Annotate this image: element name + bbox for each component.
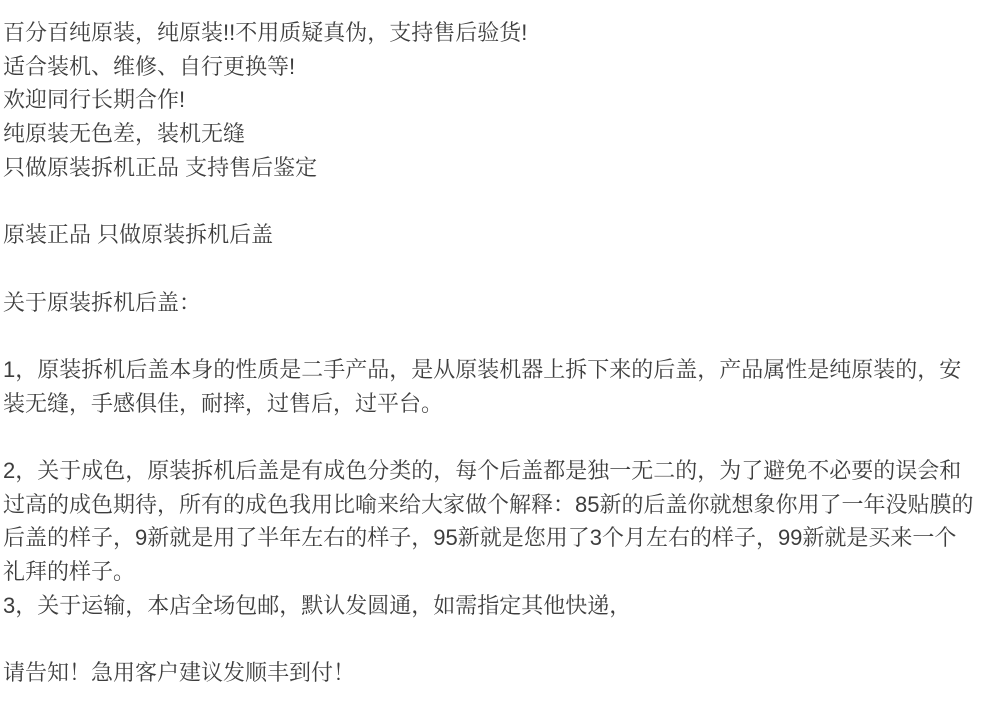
- blank-line: [3, 319, 990, 353]
- text-line-urgent-notice: 请告知！急用客户建议发顺丰到付！: [3, 660, 356, 686]
- text-line-point1-a: 1，原装拆机后盖本身的性质是二手产品，是从原装机器上拆下来的后盖，产品属性是纯原装的，安: [3, 356, 962, 382]
- text-line-about-heading: 关于原装拆机后盖：: [3, 289, 202, 315]
- blank-line: [3, 252, 990, 286]
- text-line-point2-a: 2，关于成色，原装拆机后盖是有成色分类的，每个后盖都是独一无二的，为了避免不必要的误会和: [3, 457, 962, 483]
- text-line-cooperation: 欢迎同行长期合作!: [3, 87, 186, 113]
- text-line-point1-b: 装无缝，手感俱佳，耐摔，过售后，过平台。: [3, 390, 444, 416]
- blank-line: [3, 184, 990, 218]
- text-line-suitable-for: 适合装机、维修、自行更换等!: [3, 53, 296, 79]
- text-line-point3-shipping: 3，关于运输，本店全场包邮，默认发圆通，如需指定其他快递，: [3, 592, 632, 618]
- text-line-authentic: 只做原装拆机正品 支持售后鉴定: [3, 154, 318, 180]
- blank-line: [3, 420, 990, 454]
- text-line-point2-d: 礼拜的样子。: [3, 559, 136, 584]
- text-line-guarantee: 百分百纯原装，纯原装!!不用质疑真伪，支持售后验货!: [3, 20, 528, 45]
- text-line-no-color-diff: 纯原装无色差，装机无缝: [3, 121, 246, 147]
- text-line-original-back-cover: 原装正品 只做原装拆机后盖: [3, 222, 274, 248]
- text-line-point2-b: 过高的成色期待，所有的成色我用比喻来给大家做个解释：85新的后盖你就想象你用了一年没贴膜的: [3, 491, 974, 517]
- blank-line: [3, 622, 990, 656]
- text-line-point2-c: 后盖的样子，9新就是用了半年左右的样子，95新就是您用了3个月左右的样子，99新就是买来一个: [3, 525, 957, 551]
